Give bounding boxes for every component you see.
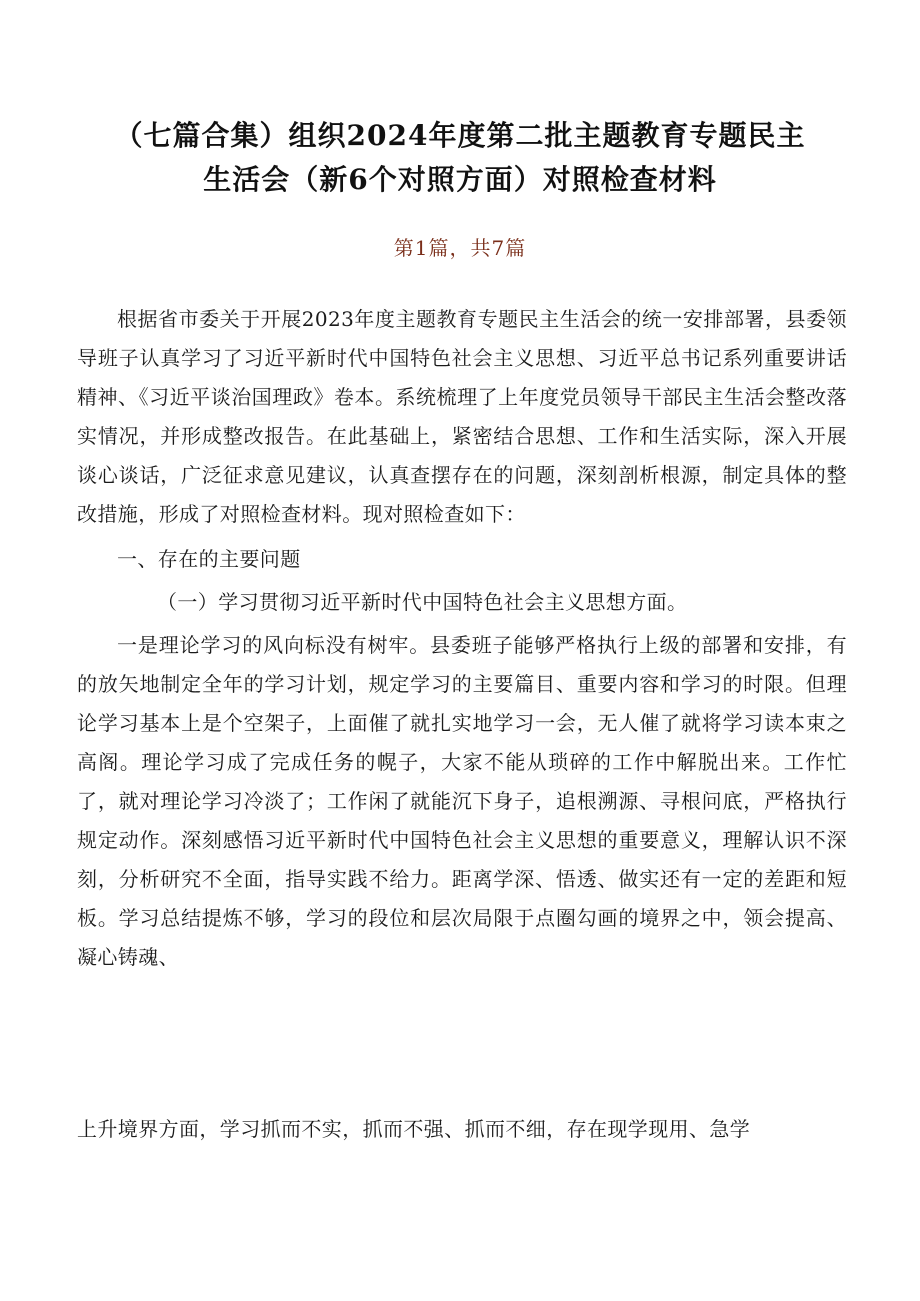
continuation-line: 上升境界方面，学习抓而不实，抓而不强、抓而不细，存在现学现用、急学 [77,1117,751,1141]
document-title-line-1: （七篇合集）组织2024年度第二批主题教育专题民主 [114,119,806,152]
section-heading: 一、存在的主要问题 [117,547,301,571]
intro-paragraph: 根据省市委关于开展2023年度主题教育专题民主生活会的统一安排部署，县委领导班子认真学习了习近平新时代中国特色社会主义思想、习近平总书记系列重要讲话精神、《习近平谈治国理政》卷本。系统梳理了上年度党员领导干部民主生活会整改落实情况，并形成整改报告。在此基础上，紧密结合思想、工作和生活实际，深入开展谈心谈话，广泛征求意见建议，认真查摆存在的问题，深刻剖析根源，制定具体的整改措施，形成了对照检查材料。现对照检查如下： [77,307,847,526]
document-title-line-2: 生活会（新6个对照方面）对照检查材料 [203,163,717,196]
document-body [77,300,847,977]
subsection-heading: （一）学习贯彻习近平新时代中国特色社会主义思想方面。 [157,590,688,614]
body-paragraph: 一是理论学习的风向标没有树牢。县委班子能够严格执行上级的部署和安排，有的放矢地制定全年的学习计划，规定学习的主要篇目、重要内容和学习的时限。但理论学习基本上是个空架子，上面催了就扎实地学习一会，无人催了就将学习读本束之高阁。理论学习成了完成任务的幌子，大家不能从琐碎的工作中解脱出来。工作忙了，就对理论学习冷淡了；工作闲了就能沉下身子，追根溯源、寻根问底，严格执行规定动作。深刻感悟习近平新时代中国特色社会主义思想的重要意义，理解认识不深刻，分析研究不全面，指导实践不给力。距离学深、悟透、做实还有一定的差距和短板。学习总结提炼不够，学习的段位和层次局限于点圈勾画的境界之中，领会提高、凝心铸魂、 [77,633,847,969]
section-subtitle: 第1篇，共7篇 [393,236,527,260]
